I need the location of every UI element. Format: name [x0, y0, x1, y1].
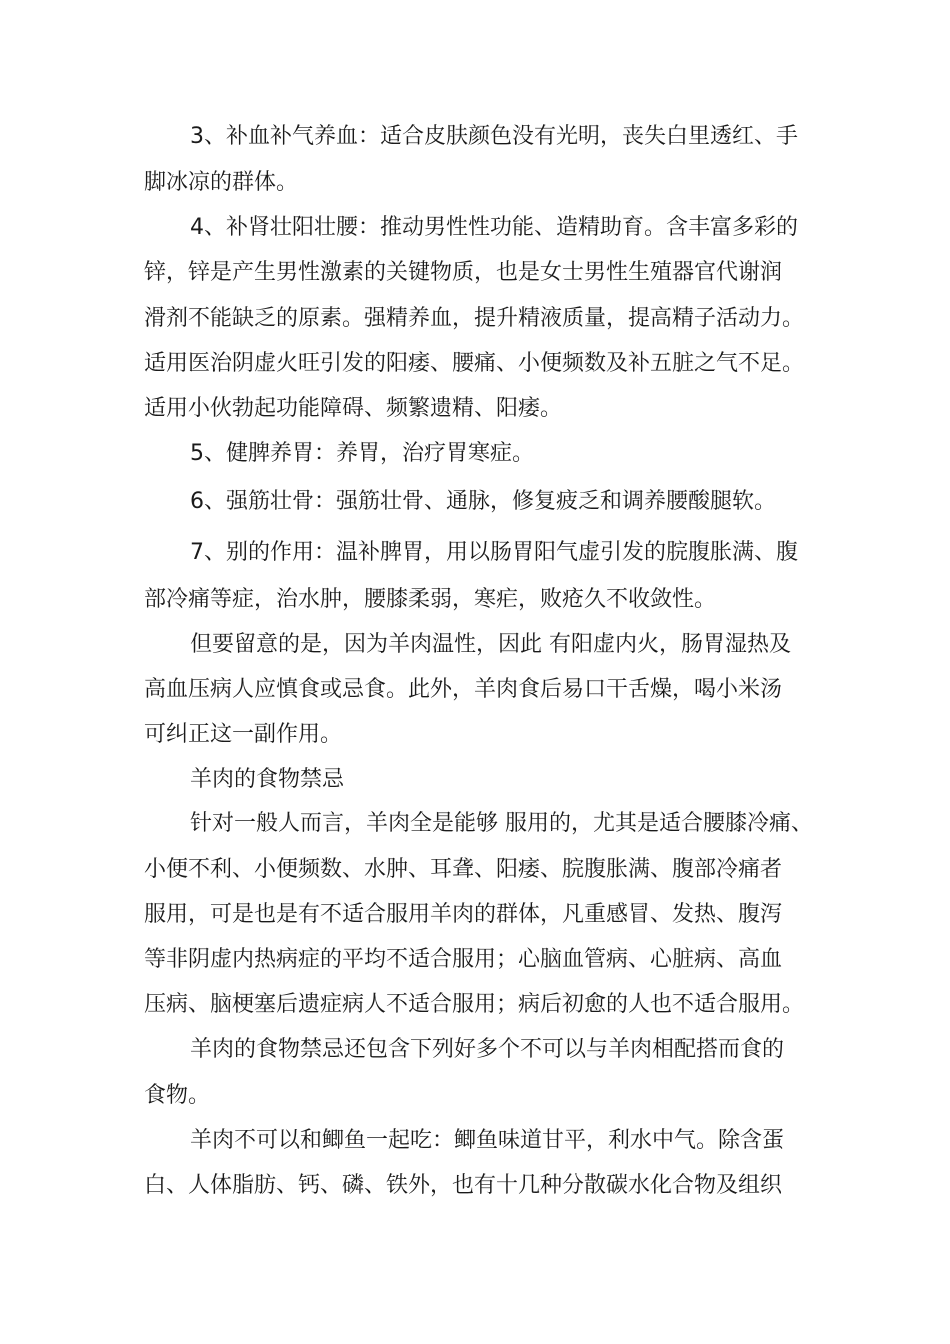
text-line: 脚冰凉的群体。	[144, 170, 299, 195]
text-line: 4、补肾壮阳壮腰：推动男性性功能、造精助育。含丰富多彩的	[190, 215, 798, 240]
text-line: 食物。	[144, 1083, 211, 1108]
text-line: 羊肉不可以和鲫鱼一起吃：鲫鱼味道甘平，利水中气。除含蛋	[190, 1128, 785, 1153]
text-line: 适用小伙勃起功能障碍、频繁遗精、阳痿。	[144, 396, 563, 421]
text-line: 针对一般人而言，羊肉全是能够 服用的，尤其是适合腰膝冷痛、	[190, 811, 813, 836]
text-line: 压病、脑梗塞后遗症病人不适合服用；病后初愈的人也不适合服用。	[144, 992, 805, 1017]
text-line: 5、健脾养胃：养胃，治疗胃寒症。	[190, 441, 534, 466]
section-heading: 羊肉的食物禁忌	[190, 767, 345, 792]
text-line: 服用，可是也是有不适合服用羊肉的群体，凡重感冒、发热、腹泻	[144, 902, 783, 927]
text-line: 可纠正这一副作用。	[144, 722, 343, 747]
text-line: 羊肉的食物禁忌还包含下列好多个不可以与羊肉相配搭而食的	[190, 1037, 785, 1062]
text-line: 6、强筋壮骨：强筋壮骨、通脉，修复疲乏和调养腰酸腿软。	[190, 489, 776, 514]
text-line: 7、别的作用：温补脾胃，用以肠胃阳气虚引发的脘腹胀满、腹	[190, 540, 798, 565]
text-line: 等非阴虚内热病症的平均不适合服用；心脑血管病、心脏病、高血	[144, 947, 783, 972]
text-line: 适用医治阴虚火旺引发的阳痿、腰痛、小便频数及补五脏之气不足。	[144, 351, 805, 376]
text-line: 部冷痛等症，治水肿，腰膝柔弱，寒疟，败疮久不收敛性。	[144, 587, 717, 612]
text-line: 滑剂不能缺乏的原素。强精养血，提升精液质量，提高精子活动力。	[144, 306, 805, 331]
text-line: 高血压病人应慎食或忌食。此外，羊肉食后易口干舌燥，喝小米汤	[144, 677, 783, 702]
text-line: 3、补血补气养血：适合皮肤颜色没有光明，丧失白里透红、手	[190, 124, 798, 149]
text-line: 锌，锌是产生男性激素的关键物质，也是女士男性生殖器官代谢润	[144, 260, 783, 285]
text-line: 但要留意的是，因为羊肉温性，因此 有阳虚内火，肠胃湿热及	[190, 632, 791, 657]
text-line: 小便不利、小便频数、水肿、耳聋、阳痿、脘腹胀满、腹部冷痛者	[144, 857, 783, 882]
text-line: 白、人体脂肪、钙、磷、铁外，也有十几种分散碳水化合物及组织	[144, 1173, 783, 1198]
